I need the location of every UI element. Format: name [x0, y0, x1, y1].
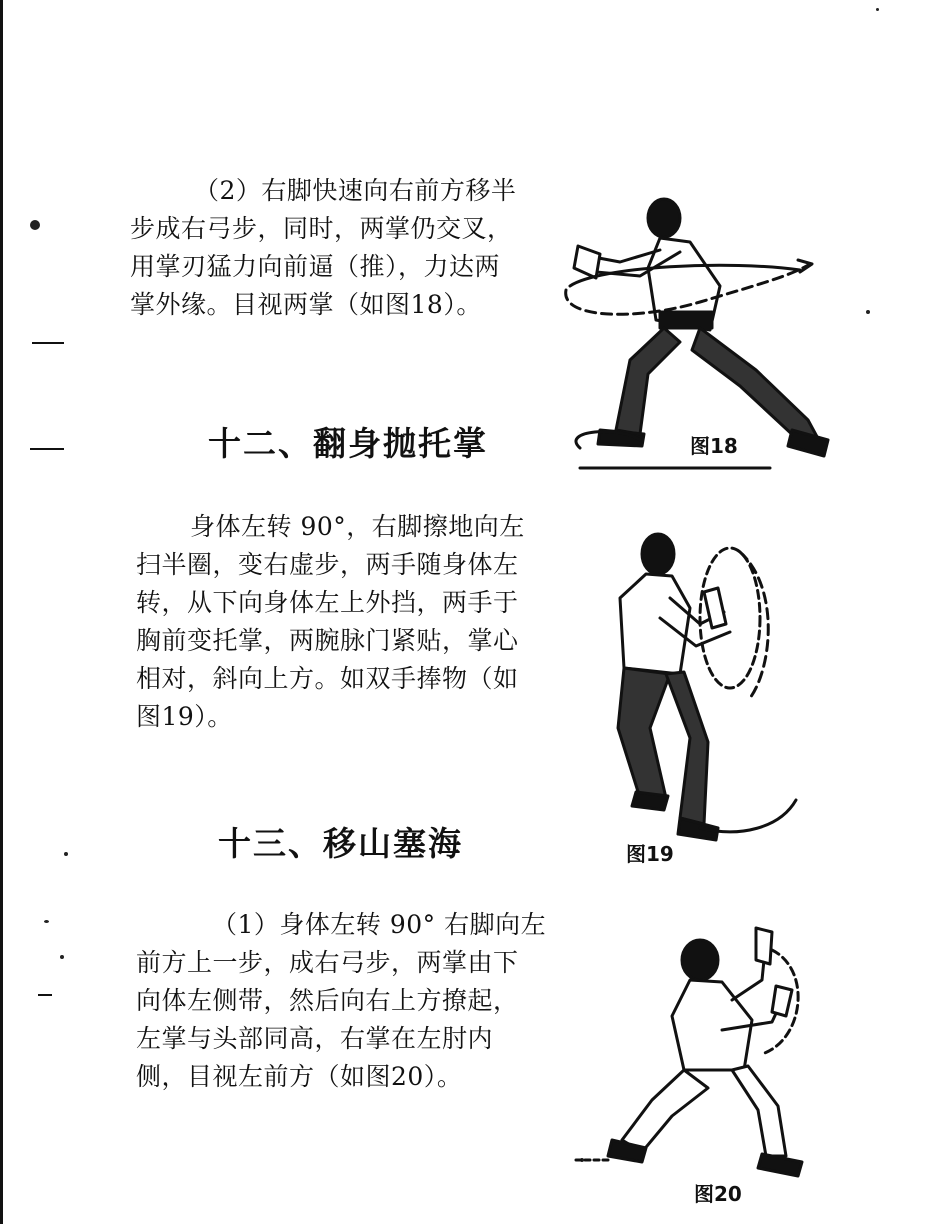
- paragraph-section-12: [136, 508, 525, 736]
- scan-speck: [44, 920, 49, 923]
- text-line: 扫半圈，变右虚步，两手随身体左: [136, 550, 519, 579]
- text-line: 相对，斜向上方。如双手捧物（如: [136, 664, 519, 693]
- fig20-hand: [772, 986, 792, 1016]
- heading-section-13: 十三、移山塞海: [218, 824, 463, 863]
- figure-18-label: 图18: [690, 434, 738, 458]
- text-line: （2）右脚快速向右前方移半: [194, 176, 517, 205]
- text-line: （1）身体左转 90° 右脚向左: [212, 910, 547, 939]
- scan-speck: [866, 310, 870, 314]
- fig19-leg: [666, 672, 708, 824]
- fig18-foot: [788, 430, 828, 456]
- text-line: 图19）。: [136, 702, 233, 731]
- scan-speck: [876, 8, 879, 11]
- fig18-belt: [660, 312, 712, 328]
- margin-dash-mark: [30, 448, 64, 450]
- text-line: 身体左转 90°，右脚擦地向左: [190, 512, 525, 541]
- scan-speck: [64, 852, 68, 856]
- scan-speck: [30, 220, 40, 230]
- figure-19-illustration: [600, 528, 810, 848]
- scan-speck: [60, 955, 64, 959]
- text-line: 转，从下向身体左上外挡，两手于: [136, 588, 519, 617]
- text-line: 侧，目视左前方（如图20）。: [136, 1062, 463, 1091]
- figure-20-label: 图20: [694, 1182, 742, 1206]
- text-line: 左掌与头部同高，右掌在左肘内: [136, 1024, 494, 1053]
- figure-19-label: 图19: [626, 842, 674, 866]
- margin-dash-mark: [32, 342, 64, 344]
- text-line: 向体左侧带，然后向右上方撩起，: [136, 986, 519, 1015]
- margin-dash-mark: [38, 994, 52, 996]
- page-left-border: [0, 0, 3, 1224]
- figure-20-illustration: [572, 920, 832, 1180]
- fig20-head: [682, 940, 718, 980]
- fig20-foot: [758, 1154, 802, 1176]
- fig18-leg: [692, 328, 822, 446]
- fig18-head: [648, 199, 680, 237]
- paragraph-step-2: [130, 172, 516, 324]
- fig18-leg: [616, 328, 680, 434]
- text-line: 用掌刃猛力向前逼（推），力达两: [130, 252, 501, 281]
- fig19-torso: [620, 574, 690, 674]
- fig19-foot: [632, 792, 668, 810]
- fig19-leg: [618, 668, 670, 798]
- fig20-hand: [756, 928, 772, 964]
- text-line: 胸前变托掌，两腕脉门紧贴，掌心: [136, 626, 519, 655]
- text-line: 掌外缘。目视两掌（如图18）。: [130, 290, 482, 319]
- text-line: 步成右弓步，同时，两掌仍交叉，: [130, 214, 513, 243]
- fig19-head: [642, 534, 674, 574]
- fig20-leg: [732, 1066, 786, 1156]
- paragraph-section-13: [136, 906, 546, 1096]
- text-line: 前方上一步，成右弓步，两掌由下: [136, 948, 519, 977]
- fig20-leg: [622, 1070, 708, 1152]
- fig18-hand: [574, 246, 600, 278]
- heading-section-12: 十二、翻身抛托掌: [208, 424, 488, 463]
